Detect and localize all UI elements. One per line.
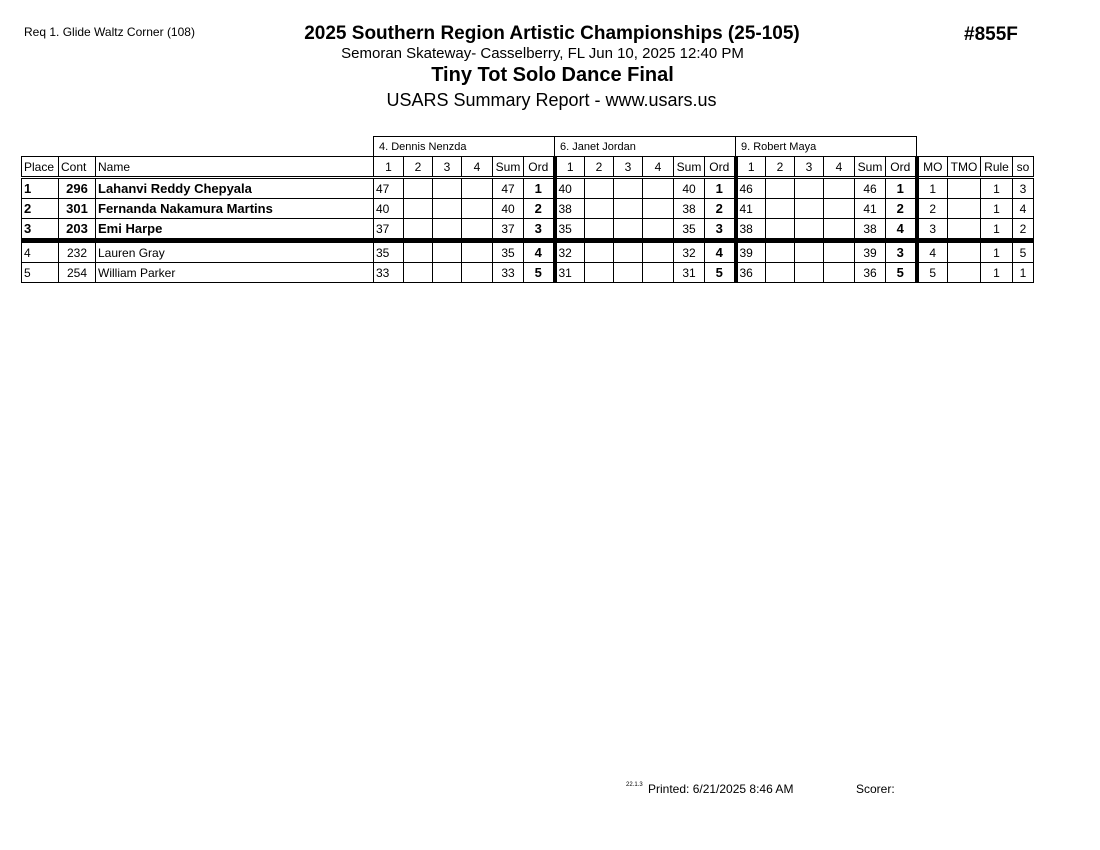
judge-1-score-1: 40 [374, 199, 404, 219]
judge-2-score-4 [643, 219, 674, 241]
judge-3-score-4 [824, 219, 855, 241]
judge-1-score-2 [404, 219, 433, 241]
judge-1-ord: 2 [524, 199, 555, 219]
competition-title-text: 2025 Southern Region Artistic Championships (25-105) [304, 23, 800, 44]
so-cell: 4 [1013, 199, 1034, 219]
judge-3-score-4 [824, 178, 855, 199]
tmo-cell [948, 263, 981, 283]
place-cell: 3 [22, 219, 59, 241]
name-cell: Emi Harpe [96, 219, 374, 241]
col-j3-2: 2 [766, 157, 795, 178]
judge-1-score-1: 37 [374, 219, 404, 241]
so-cell: 1 [1013, 263, 1034, 283]
tmo-cell [948, 199, 981, 219]
judge-3-score-1: 36 [736, 263, 766, 283]
judge-1-ord: 5 [524, 263, 555, 283]
col-j1-sum: Sum [493, 157, 524, 178]
place-cell: 1 [22, 178, 59, 199]
judge-2-score-3 [614, 178, 643, 199]
event-code: #855F [964, 24, 1018, 45]
venue-date: Semoran Skateway- Casselberry, FL Jun 10, 2025 12:40 PM [341, 45, 744, 62]
judge-1-score-3 [433, 199, 462, 219]
judge-3-score-4 [824, 263, 855, 283]
judge-3-score-2 [766, 178, 795, 199]
judge-3-ord: 5 [886, 263, 917, 283]
place-cell: 5 [22, 263, 59, 283]
judge-3-ord: 4 [886, 219, 917, 241]
judge-3-score-3 [795, 178, 824, 199]
judge-2-score-2 [585, 263, 614, 283]
table-row [22, 263, 1034, 283]
event-title: Tiny Tot Solo Dance Final [431, 64, 674, 86]
judge-2-score-1: 38 [555, 199, 585, 219]
scorer-label: Scorer: [856, 782, 895, 796]
judge-2-score-2 [585, 241, 614, 263]
judge-3-sum: 36 [855, 263, 886, 283]
name-cell: William Parker [96, 263, 374, 283]
judge-1-score-1: 47 [374, 178, 404, 199]
judge-1-score-1: 33 [374, 263, 404, 283]
col-j2-2: 2 [585, 157, 614, 178]
rule-cell: 1 [981, 263, 1013, 283]
col-name: Name [96, 157, 374, 178]
judge-1-sum: 40 [493, 199, 524, 219]
cont-cell: 254 [59, 263, 96, 283]
judge-1-sum: 47 [493, 178, 524, 199]
judge-3-score-2 [766, 263, 795, 283]
col-rule: Rule [981, 157, 1013, 178]
judge-3-score-2 [766, 241, 795, 263]
judge-1-score-3 [433, 241, 462, 263]
judge-2-score-1: 31 [555, 263, 585, 283]
judge-2-score-4 [643, 263, 674, 283]
judge-3-score-4 [824, 241, 855, 263]
cont-cell: 203 [59, 219, 96, 241]
table-row [22, 219, 1034, 241]
col-j3-sum: Sum [855, 157, 886, 178]
judge-1-score-2 [404, 178, 433, 199]
judge-3-score-2 [766, 219, 795, 241]
judge-1-score-3 [433, 219, 462, 241]
judge-2-score-4 [643, 199, 674, 219]
judge-1-score-1: 35 [374, 241, 404, 263]
col-j1-4: 4 [462, 157, 493, 178]
so-cell: 2 [1013, 219, 1034, 241]
judge-3-ord: 2 [886, 199, 917, 219]
judge-3-name: 9. Robert Maya [736, 137, 917, 157]
cont-cell: 232 [59, 241, 96, 263]
version-code: 22.1.3 [626, 782, 643, 788]
judge-2-score-4 [643, 241, 674, 263]
judge-2-sum: 38 [674, 199, 705, 219]
judge-2-score-4 [643, 178, 674, 199]
judge-1-score-2 [404, 263, 433, 283]
judge-3-score-3 [795, 241, 824, 263]
col-j1-3: 3 [433, 157, 462, 178]
judge-2-name: 6. Janet Jordan [555, 137, 736, 157]
judge-2-score-1: 35 [555, 219, 585, 241]
judge-1-sum: 33 [493, 263, 524, 283]
cont-cell: 301 [59, 199, 96, 219]
judge-2-sum: 40 [674, 178, 705, 199]
rule-cell: 1 [981, 199, 1013, 219]
judge-2-score-2 [585, 178, 614, 199]
judge-1-ord: 4 [524, 241, 555, 263]
judge-3-score-3 [795, 263, 824, 283]
place-cell: 4 [22, 241, 59, 263]
judge-1-score-4 [462, 199, 493, 219]
judge-2-score-3 [614, 263, 643, 283]
judge-2-sum: 35 [674, 219, 705, 241]
name-cell: Lauren Gray [96, 241, 374, 263]
judge-3-sum: 38 [855, 219, 886, 241]
judge-2-sum: 32 [674, 241, 705, 263]
name-cell: Fernanda Nakamura Martins [96, 199, 374, 219]
judge-1-score-4 [462, 178, 493, 199]
competition-title [0, 23, 1100, 45]
judge-1-score-2 [404, 199, 433, 219]
requirement-label: Req 1. Glide Waltz Corner (108) [24, 25, 195, 39]
judge-1-score-4 [462, 219, 493, 241]
tmo-cell [948, 178, 981, 199]
table-row [22, 241, 1034, 263]
tmo-cell [948, 241, 981, 263]
judge-2-ord: 5 [705, 263, 736, 283]
judge-2-score-1: 40 [555, 178, 585, 199]
col-j3-1: 1 [736, 157, 766, 178]
rule-cell: 1 [981, 219, 1013, 241]
column-header-row [22, 157, 1034, 178]
judge-3-score-1: 46 [736, 178, 766, 199]
rule-cell: 1 [981, 178, 1013, 199]
judge-2-score-1: 32 [555, 241, 585, 263]
tmo-cell [948, 219, 981, 241]
judge-2-ord: 2 [705, 199, 736, 219]
col-place: Place [22, 157, 59, 178]
col-j3-4: 4 [824, 157, 855, 178]
judge-3-score-1: 38 [736, 219, 766, 241]
judge-1-score-4 [462, 263, 493, 283]
col-tmo: TMO [948, 157, 981, 178]
name-cell: Lahanvi Reddy Chepyala [96, 178, 374, 199]
rule-cell: 1 [981, 241, 1013, 263]
col-j3-3: 3 [795, 157, 824, 178]
judge-3-score-1: 39 [736, 241, 766, 263]
col-j2-4: 4 [643, 157, 674, 178]
col-so: so [1013, 157, 1034, 178]
judge-2-score-3 [614, 241, 643, 263]
judge-3-score-3 [795, 219, 824, 241]
judge-3-score-4 [824, 199, 855, 219]
col-j2-sum: Sum [674, 157, 705, 178]
report-title: USARS Summary Report - www.usars.us [386, 90, 717, 110]
mo-cell: 2 [917, 199, 948, 219]
col-j1-2: 2 [404, 157, 433, 178]
judge-3-score-3 [795, 199, 824, 219]
col-j2-ord: Ord [705, 157, 736, 178]
judge-1-ord: 3 [524, 219, 555, 241]
judge-2-score-3 [614, 219, 643, 241]
mo-cell: 5 [917, 263, 948, 283]
judge-1-ord: 1 [524, 178, 555, 199]
judge-1-name: 4. Dennis Nenzda [374, 137, 555, 157]
judge-3-ord: 3 [886, 241, 917, 263]
judge-3-sum: 41 [855, 199, 886, 219]
judge-1-score-3 [433, 178, 462, 199]
judge-1-score-4 [462, 241, 493, 263]
col-mo: MO [917, 157, 948, 178]
table-row [22, 199, 1034, 219]
col-cont: Cont [59, 157, 96, 178]
judge-2-sum: 31 [674, 263, 705, 283]
mo-cell: 4 [917, 241, 948, 263]
judge-1-sum: 37 [493, 219, 524, 241]
results-table [21, 136, 1034, 283]
col-j2-1: 1 [555, 157, 585, 178]
cont-cell: 296 [59, 178, 96, 199]
col-j3-ord: Ord [886, 157, 917, 178]
judge-1-score-2 [404, 241, 433, 263]
judge-2-ord: 1 [705, 178, 736, 199]
judge-2-ord: 4 [705, 241, 736, 263]
judge-1-score-3 [433, 263, 462, 283]
judge-2-score-3 [614, 199, 643, 219]
place-cell: 2 [22, 199, 59, 219]
so-cell: 3 [1013, 178, 1034, 199]
judge-2-score-2 [585, 199, 614, 219]
judge-2-ord: 3 [705, 219, 736, 241]
col-j1-1: 1 [374, 157, 404, 178]
judge-3-score-2 [766, 199, 795, 219]
judge-3-sum: 46 [855, 178, 886, 199]
printed-timestamp: Printed: 6/21/2025 8:46 AM [648, 782, 794, 796]
so-cell: 5 [1013, 241, 1034, 263]
judge-3-sum: 39 [855, 241, 886, 263]
col-j2-3: 3 [614, 157, 643, 178]
judge-header-row [22, 137, 1034, 157]
col-j1-ord: Ord [524, 157, 555, 178]
judge-3-score-1: 41 [736, 199, 766, 219]
judge-3-ord: 1 [886, 178, 917, 199]
mo-cell: 3 [917, 219, 948, 241]
judge-2-score-2 [585, 219, 614, 241]
table-row [22, 178, 1034, 199]
judge-1-sum: 35 [493, 241, 524, 263]
mo-cell: 1 [917, 178, 948, 199]
